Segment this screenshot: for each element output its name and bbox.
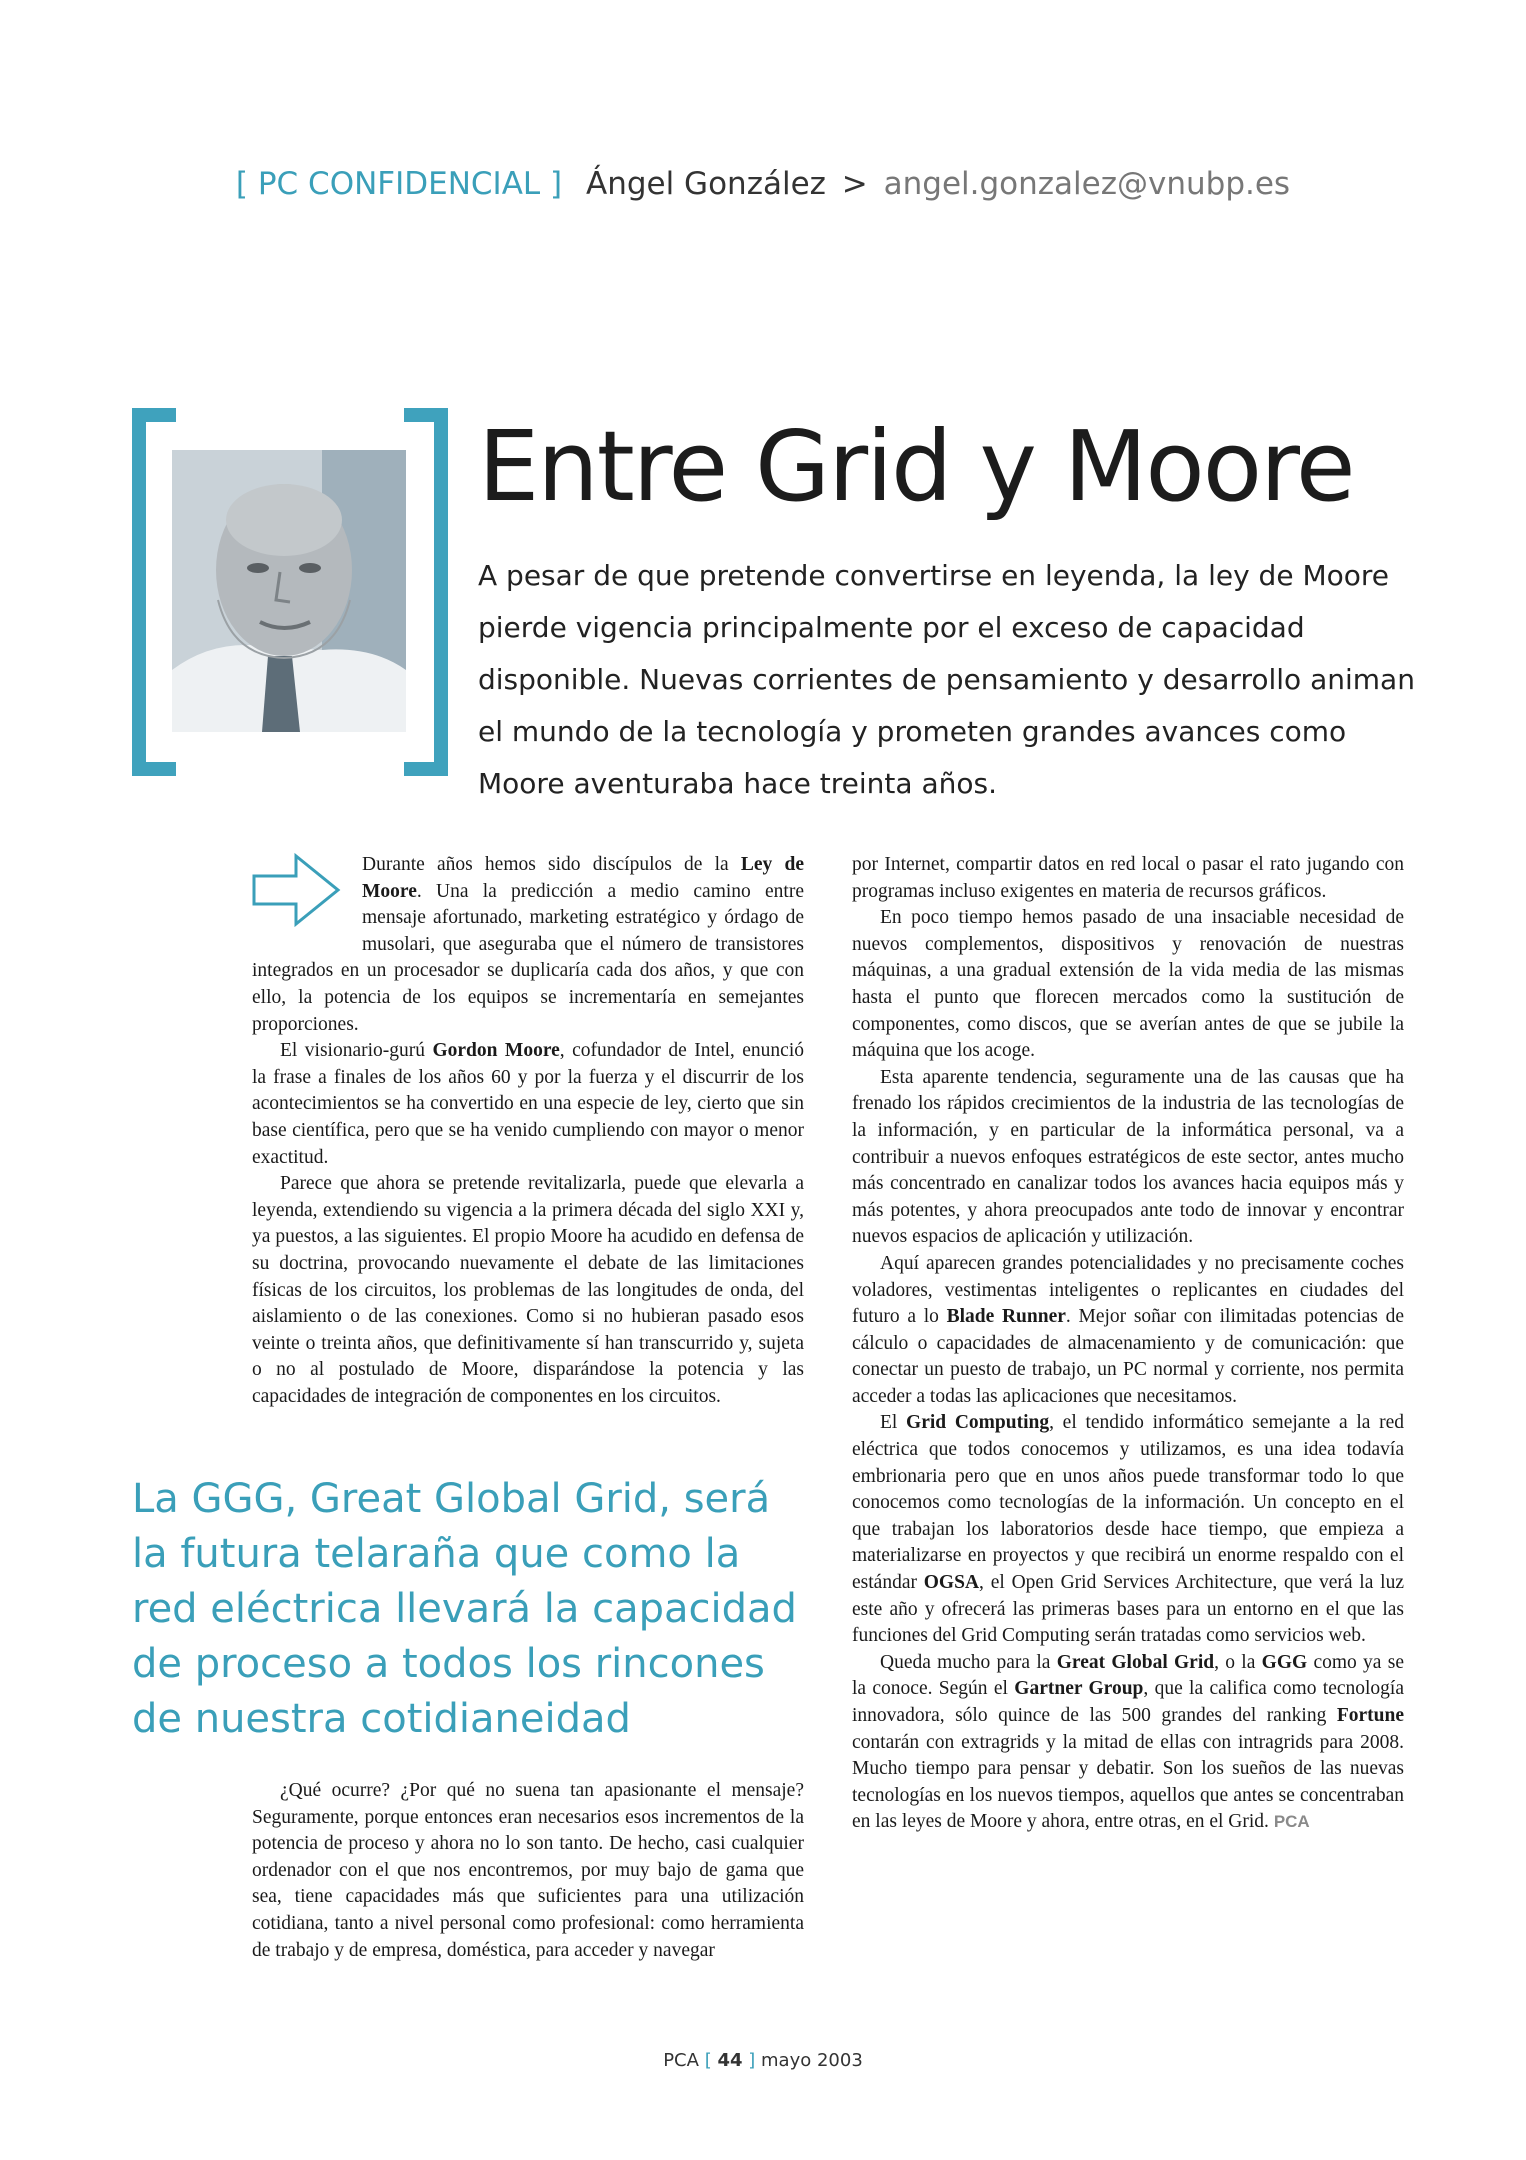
paragraph-8 bbox=[852, 1410, 1404, 1649]
section-label: [ PC CONFIDENCIAL ] bbox=[235, 166, 563, 202]
p8-text-c: , el tendido informático semejante a la red eléctrica que todos conocemos y utilizamos, es una idea todavía embrionaria pero que en unos años puede transformar todo lo que conocemos como tecnologías de la información. Un concepto en el que trabajan los laboratorios desde hace tiempo, que empieza a materializarse en proyectos y que recibirá un enorme respaldo con el estándar bbox=[852, 1412, 1404, 1594]
portrait-illustration bbox=[172, 450, 406, 732]
paragraph-4: ¿Qué ocurre? ¿Por qué no suena tan apasionante el mensaje? Seguramente, porque entonces eran necesarios esos incrementos de la potencia de proceso y ahora no lo son tanto. De hecho, casi cualquier ordenador con el que nos encontremos, por muy bajo de gama que sea, tiene capacidades más que suficientes para una utilización cotidiana, tanto a nivel personal como profesional: como herramienta de trabajo y de empresa, doméstica, para acceder y navegar bbox=[252, 1780, 804, 1961]
p1-bold-ley-de-moore: Ley de Moore bbox=[362, 854, 804, 902]
end-signature: PCA bbox=[1273, 1812, 1310, 1832]
p9-text-g: , que la califica como tecnología innovadora, sólo quince de las 500 grandes del ranking bbox=[852, 1678, 1405, 1726]
p7-text-c: . Mejor soñar con ilimitadas potencias de cálculo o capacidades de almacenamiento y de comunicación: que conectar un puesto de trabajo, un PC normal y corriente, nos permita acceder a todas las aplicaciones que necesitamos. bbox=[852, 1306, 1404, 1407]
right-bracket-decoration bbox=[404, 408, 448, 776]
author-name: Ángel González bbox=[585, 166, 826, 202]
p9-bold-fortune: Fortune bbox=[1336, 1705, 1404, 1726]
author-portrait bbox=[172, 450, 406, 732]
p8-text-a: El bbox=[880, 1412, 907, 1434]
article-column-1-top bbox=[252, 852, 804, 1410]
footer-bracket-open: [ bbox=[704, 2050, 712, 2071]
p2-text-a: El visionario-gurú bbox=[280, 1040, 433, 1062]
p9-bold-ggg: GGG bbox=[1261, 1651, 1308, 1673]
paragraph-5: En poco tiempo hemos pasado de una insaciable necesidad de nuevos complementos, dispositivos y renovación de nuestras máquinas, a una gradual extensión de la vida media de las mismas hasta el punto que florecen mercados como la sustitución de componentes, como discos, que se averían antes de que se jubile la máquina que los acoge. bbox=[852, 907, 1404, 1062]
p9-bold-great-global-grid: Great Global Grid bbox=[1056, 1651, 1215, 1673]
footer-magazine: PCA bbox=[663, 2050, 699, 2071]
page-number: 44 bbox=[717, 2050, 743, 2071]
footer-date: mayo 2003 bbox=[761, 2050, 863, 2071]
article-column-1-bottom bbox=[252, 1778, 804, 1964]
p8-bold-grid-computing: Grid Computing bbox=[906, 1412, 1050, 1434]
p9-text-i: contarán con extragrids y la mitad de ellas con intragrids para 2008. Mucho tiempo para pensar y debatir. Son los sueños de las nuevas tecnologías en los nuevos tiempos, aquellos que antes se concentraban en las leyes de Moore y ahora, entre otras, en el Grid. bbox=[852, 1731, 1404, 1833]
arrow-float-space bbox=[252, 852, 362, 932]
header-separator: > bbox=[841, 166, 868, 202]
footer-bracket-close: ] bbox=[748, 2050, 756, 2071]
page-footer bbox=[0, 2050, 1526, 2071]
p9-text-a: Queda mucho para la bbox=[880, 1651, 1057, 1673]
page-header bbox=[0, 166, 1526, 202]
p2-text-c: , cofundador de Intel, enunció la frase a finales de los años 60 y por la fuerza y el discurrir de los acontecimientos se ha convertido en una especie de ley, cierto que sin base científica, pero que se ha venido cumpliendo con mayor o menor exactitud. bbox=[252, 1040, 804, 1168]
paragraph-7 bbox=[852, 1251, 1404, 1411]
paragraph-2 bbox=[252, 1038, 804, 1171]
author-email[interactable]: angel.gonzalez@vnubp.es bbox=[883, 166, 1291, 202]
p1-text-c: . Una la predicción a medio camino entre mensaje afortunado, marketing estratégico y órdago de musolari, que aseguraba que el número de transistores integrados en un procesador se duplicaría cada dos años, y que con ello, la potencia de los equipos se incrementaría en semejantes proporciones. bbox=[252, 880, 804, 1035]
article-lead: A pesar de que pretende convertirse en leyenda, la ley de Moore pierde vigencia principalmente por el exceso de capacidad disponible. Nuevas corrientes de pensamiento y desarrollo animan el mundo de la tecnología y prometen grandes avances como Moore aventuraba hace treinta años. bbox=[478, 559, 1415, 800]
p1-text-a: Durante años hemos sido discípulos de la bbox=[362, 854, 741, 875]
paragraph-9 bbox=[852, 1650, 1404, 1836]
p8-bold-ogsa: OGSA bbox=[923, 1572, 980, 1594]
paragraph-6: Esta aparente tendencia, seguramente una de las causas que ha frenado los rápidos crecimientos de la industria de las tecnologías de la información, y en particular de la informática personal, va a contribuir a nuevos enfoques estratégicos de este sector, antes mucho más concentrado en canalizar todos los avances hacia equipos más y más potentes, y ahora preocupados ante todo de innovar y encontrar nuevos espacios de aplicación y utilización. bbox=[852, 1066, 1404, 1248]
p9-text-e: como ya se la conoce. Según el bbox=[852, 1651, 1404, 1700]
article-title: Entre Grid y Moore bbox=[478, 410, 1354, 523]
pull-quote: La GGG, Great Global Grid, será la futura telaraña que como la red eléctrica llevará la capacidad de proceso a todos los rincones de nuestra cotidianeidad bbox=[132, 1476, 797, 1742]
p7-bold-blade-runner: Blade Runner bbox=[946, 1306, 1066, 1328]
paragraph-3: Parece que ahora se pretende revitalizarla, puede que elevarla a leyenda, extendiendo su vigencia a la primera década del siglo XXI y, ya puestos, a las siguientes. El propio Moore ha acudido en defensa de su doctrina, provocando nuevamente el debate de las limitaciones físicas de los circuitos, los problemas de las longitudes de onda, del aislamiento o de las conexiones. Como si no hubieran pasado esos veinte o treinta años, que definitivamente sí han transcurrido y, sujeta o no al postulado de Moore, disparándose la potencia y las capacidades de integración de componentes en los circuitos. bbox=[252, 1173, 804, 1407]
paragraph-4-continued: por Internet, compartir datos en red local o pasar el rato jugando con programas incluso exigentes en materia de recursos gráficos. bbox=[852, 854, 1404, 902]
left-bracket-decoration bbox=[132, 408, 176, 776]
p9-bold-gartner-group: Gartner Group bbox=[1014, 1678, 1144, 1700]
p9-text-c: , o la bbox=[1214, 1651, 1262, 1673]
article-column-2 bbox=[852, 852, 1404, 1836]
p8-text-e: , el Open Grid Services Architecture, que verá la luz este año y ofrecerá las primeras bases para un entorno en el que las funciones del Grid Computing serán tratadas como servicios web. bbox=[852, 1572, 1404, 1647]
p2-bold-gordon-moore: Gordon Moore bbox=[432, 1040, 560, 1062]
p7-text-a: Aquí aparecen grandes potencialidades y no precisamente coches voladores, vestimentas inteligentes o replicantes en ciudades del futuro a lo bbox=[852, 1252, 1404, 1328]
